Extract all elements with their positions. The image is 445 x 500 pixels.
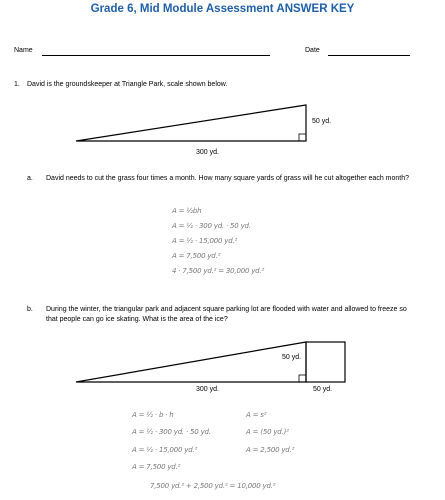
- part-b-letter: b.: [27, 306, 33, 313]
- part-b-triangle-work-line-1: A = ½ · b · h: [132, 411, 174, 419]
- problem-1-text: David is the groundskeeper at Triangle Park, scale shown below.: [27, 81, 228, 88]
- height-label: 50 yd.: [312, 118, 332, 125]
- right-angle-marker-b: [299, 375, 306, 382]
- part-a-work-line-3: A = ½ · 15,000 yd.²: [172, 237, 238, 245]
- square-side-label: 50 yd.: [313, 386, 333, 393]
- part-b-square-work-line-1: A = s²: [246, 411, 267, 419]
- right-angle-marker: [299, 134, 306, 141]
- part-b-total: 7,500 yd.² + 2,500 yd.² = 10,000 yd.²: [150, 482, 276, 490]
- base-label: 300 yd.: [196, 149, 219, 156]
- height-label-b: 50 yd.: [282, 354, 302, 361]
- part-a-work-line-5: 4 · 7,500 yd.² = 30,000 yd.²: [172, 267, 265, 275]
- problem-1-number: 1.: [14, 81, 20, 88]
- part-b-triangle-work-line-3: A = ½ · 15,000 yd.²: [132, 446, 198, 454]
- date-label: Date: [305, 47, 320, 54]
- page-title: Grade 6, Mid Module Assessment ANSWER KEY: [90, 3, 355, 15]
- triangle-park-diagram: [76, 105, 306, 141]
- triangle-park-diagram-b: [76, 342, 306, 382]
- base-label-b: 300 yd.: [196, 386, 219, 393]
- part-b-square-work-line-2: A = (50 yd.)²: [246, 428, 289, 436]
- part-a-letter: a.: [27, 175, 33, 182]
- part-b-text: During the winter, the triangular park and adjacent square parking lot are flooded with water and allowed to freeze so that people can go ice skating. What is the area of the ice?: [46, 306, 407, 323]
- part-b-square-work-line-3: A = 2,500 yd.²: [246, 446, 295, 454]
- part-b-triangle-work-line-4: A = 7,500 yd.²: [132, 463, 181, 471]
- part-a-work-line-2: A = ½ · 300 yd. · 50 yd.: [172, 222, 251, 230]
- part-a-work-line-4: A = 7,500 yd.²: [172, 252, 221, 260]
- part-a-work-line-1: A = ½bh: [172, 207, 202, 215]
- name-label: Name: [14, 47, 33, 54]
- part-b-triangle-work-line-2: A = ½ · 300 yd. · 50 yd.: [132, 428, 211, 436]
- square-parking-lot-diagram: [306, 342, 345, 382]
- part-a-text: David needs to cut the grass four times a month. How many square yards of grass will he cut altogether each month?: [46, 175, 410, 182]
